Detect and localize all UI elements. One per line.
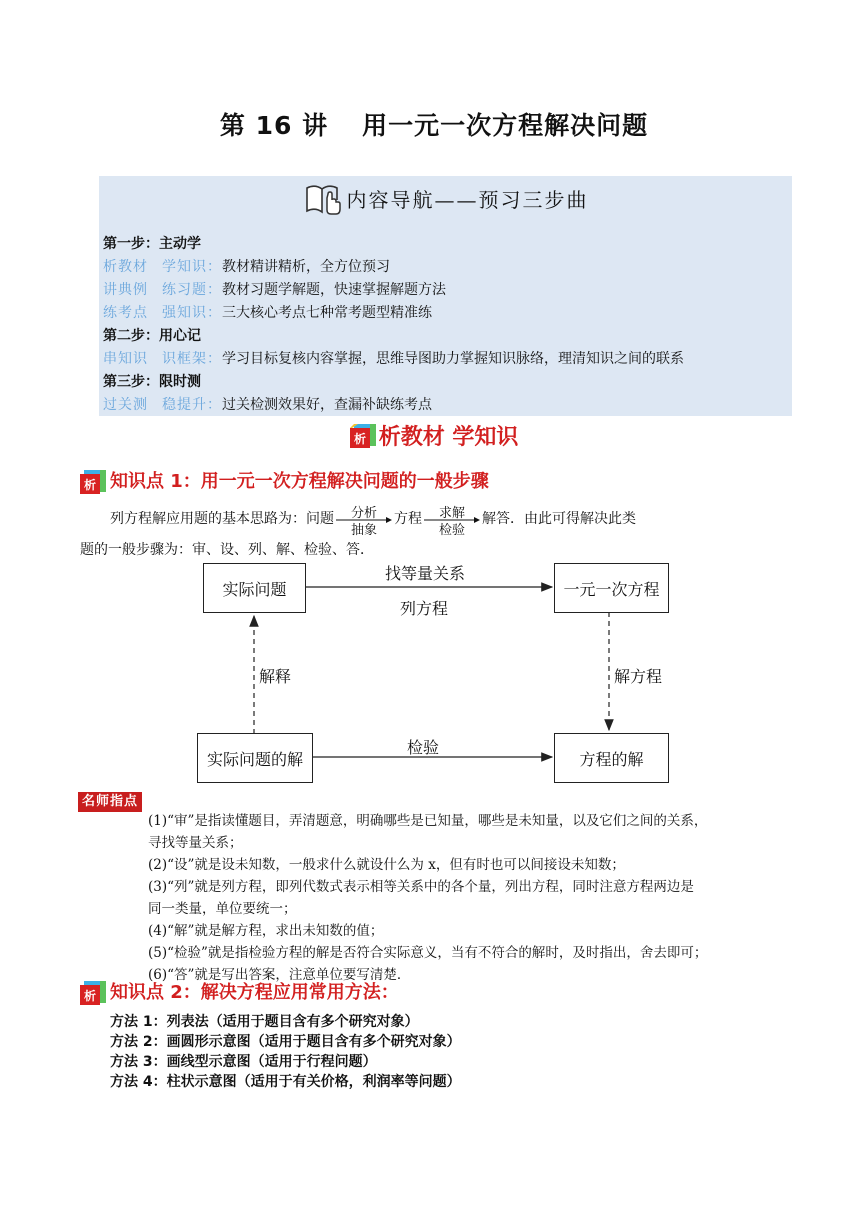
tip-line: (2)“设”就是设未知数，一般求什么就设什么为 x，但有时也可以间接设未知数； [148, 857, 625, 873]
tip-line: 同一类量，单位要统一； [148, 901, 297, 917]
method-item: 方法 2：画圆形示意图（适用于题目含有多个研究对象） [110, 1034, 461, 1050]
label-find-relation: 找等量关系 [385, 564, 466, 583]
nav-item: 练考点 强知识：三大核心考点七种常考题型精准练 [103, 305, 432, 321]
label-explain: 解释 [259, 667, 292, 686]
teacher-tips-badge: 名师指点 [78, 792, 142, 812]
nav-item: 过关测 稳提升：过关检测效果好，查漏补缺练考点 [103, 397, 432, 413]
tip-line: (3)“列”就是列方程，即列代数式表示相等关系中的各个量，列出方程，同时注意方程两边是 [148, 879, 694, 895]
analysis-cube-icon [80, 981, 104, 1005]
svg-text:析: 析 [353, 431, 366, 446]
tip-line: (5)“检验”就是指检验方程的解是否符合实际意义，当有不符合的解时，及时指出，舍去即可； [148, 945, 708, 961]
box-real-problem-solution: 实际问题的解 [197, 733, 313, 783]
nav-step-2: 第二步：用心记 [103, 328, 201, 344]
nav-heading: 内容导航——预习三步曲 [99, 182, 792, 221]
box-equation-solution: 方程的解 [554, 733, 669, 783]
nav-step-1: 第一步：主动学 [103, 236, 201, 252]
method-item: 方法 4：柱状示意图（适用于有关价格，利润率等问题） [110, 1074, 461, 1090]
kp1-intro-line-1: 列方程解应用题的基本思路为：问题 分析 抽象 方程 求解 检验 解答．由此可得解决此类 [110, 506, 636, 538]
lecture-topic: 用一元一次方程解决问题 [362, 111, 649, 140]
knowledge-point-1-heading: 析 知识点 1：用一元一次方程解决问题的一般步骤 [80, 467, 489, 494]
label-list-equation: 列方程 [400, 599, 449, 618]
lecture-number: 第 16 讲 [219, 111, 329, 140]
tip-line: (6)“答”就是写出答案，注意单位要写清楚． [148, 967, 411, 983]
method-item: 方法 1：列表法（适用于题目含有多个研究对象） [110, 1014, 419, 1030]
tip-line: 寻找等量关系； [148, 835, 243, 851]
label-check: 检验 [407, 738, 440, 757]
section-heading: 析 析教材 学知识 [0, 420, 868, 451]
nav-item: 讲典例 练习题：教材习题学解题，快速掌握解题方法 [103, 282, 446, 298]
box-real-problem: 实际问题 [203, 563, 306, 613]
method-item: 方法 3：画线型示意图（适用于行程问题） [110, 1054, 377, 1070]
nav-item: 析教材 学知识：教材精讲精析，全方位预习 [103, 259, 390, 275]
svg-text:析: 析 [83, 478, 97, 492]
box-linear-equation: 一元一次方程 [554, 563, 669, 613]
kp1-intro-line-2: 题的一般步骤为：审、设、列、解、检验、答． [80, 542, 374, 558]
svg-text:析: 析 [83, 989, 97, 1003]
nav-step-3: 第三步：限时测 [103, 374, 201, 390]
knowledge-point-2-heading: 析 知识点 2：解决方程应用常用方法： [80, 978, 399, 1005]
nav-item: 串知识 识框架：学习目标复核内容掌握，思维导图助力掌握知识脉络，理清知识之间的联系 [103, 351, 684, 367]
solve-check-arrow: 求解 检验 [424, 504, 480, 534]
label-solve-equation: 解方程 [614, 667, 663, 686]
tip-line: (1)“审”是指读懂题目，弄清题意，明确哪些是已知量，哪些是未知量，以及它们之间的关系， [148, 813, 708, 829]
tip-line: (4)“解”就是解方程，求出未知数的值； [148, 923, 384, 939]
analyze-abstract-arrow: 分析 抽象 [336, 504, 392, 534]
